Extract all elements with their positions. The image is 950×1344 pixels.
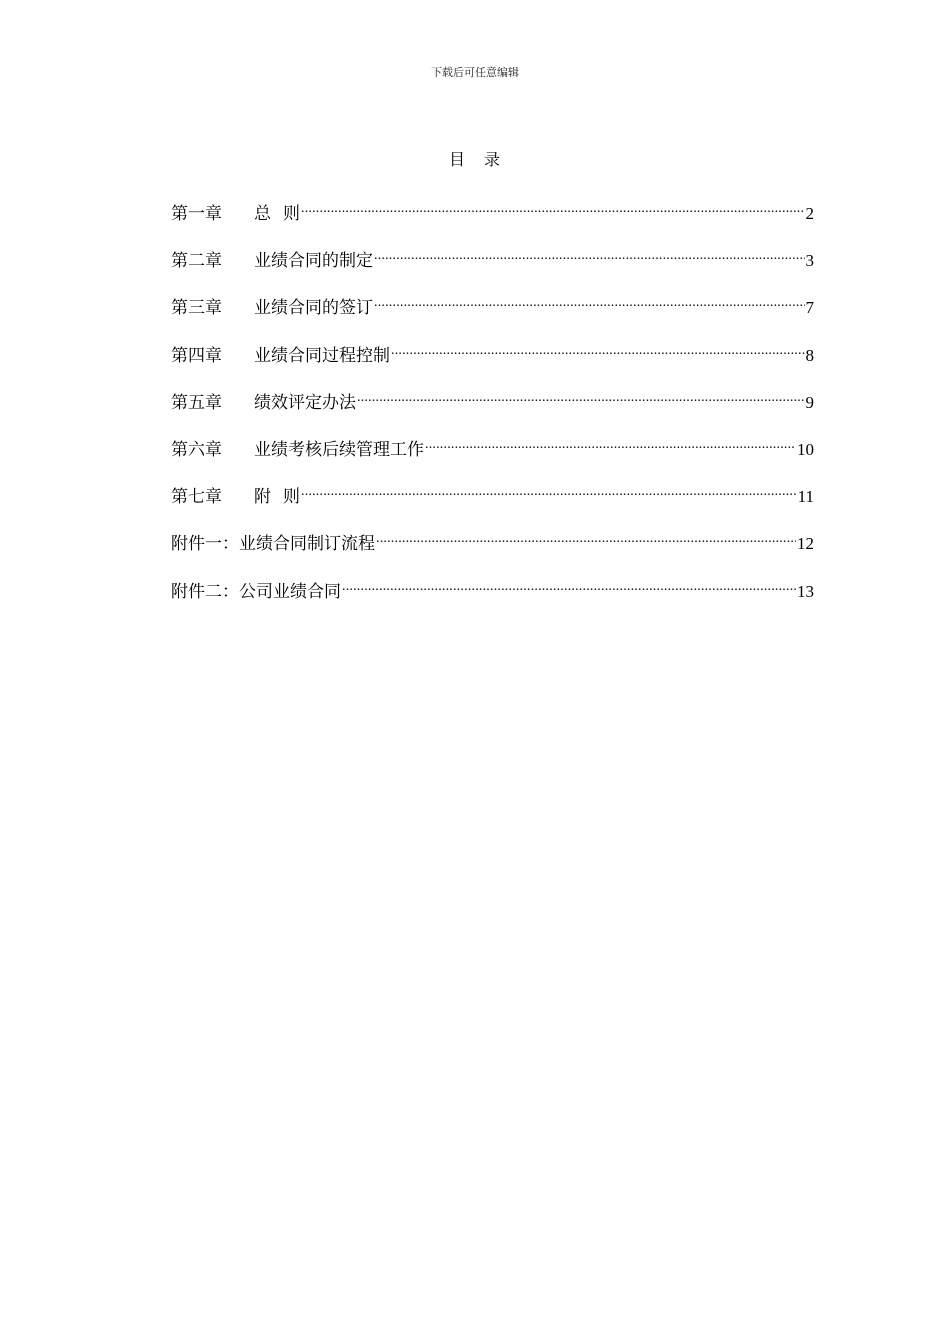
toc-entry-number: 第二章: [171, 251, 222, 272]
dot-leader: [357, 384, 805, 408]
toc-entry-chapter-3[interactable]: [171, 289, 814, 336]
toc-entry-page: 13: [797, 581, 814, 601]
toc-entry-number: 第四章: [171, 345, 222, 366]
toc-entry-title: 业绩考核后续管理工作: [254, 439, 424, 460]
toc-title-char-1: 目: [448, 150, 466, 169]
toc-entry-title: 业绩合同制订流程: [239, 534, 375, 555]
toc-entry-number: 附件二：: [171, 581, 239, 602]
toc-entry-number: 第七章: [171, 487, 222, 508]
dot-leader: [301, 478, 797, 502]
toc-entry-title-part: 附: [254, 487, 271, 508]
toc-entry-page: 8: [805, 345, 814, 365]
toc-entry-page: 7: [805, 298, 814, 318]
toc-entry-chapter-1[interactable]: [171, 195, 814, 242]
toc-entry-page: 9: [805, 392, 814, 412]
toc-entry-number: 第五章: [171, 392, 222, 413]
toc-entry-page: 12: [797, 534, 814, 554]
toc-entry-chapter-5[interactable]: [171, 384, 814, 431]
dot-leader: [391, 337, 805, 361]
toc-entry-title-part: 总: [254, 204, 271, 224]
page-header: 下载后可任意编辑: [431, 66, 519, 79]
dot-leader: [425, 431, 796, 455]
toc-entry-number: 附件一：: [171, 534, 239, 555]
dot-leader: [342, 573, 796, 597]
toc-entry-number: 第一章: [171, 204, 222, 224]
toc-entry-title: 公司业绩合同: [239, 581, 341, 602]
toc-entry-title-part: 则: [283, 204, 300, 224]
toc-entry-title: [254, 485, 300, 509]
toc-title-char-2: 录: [484, 150, 502, 169]
toc-entry-title-part: 则: [283, 487, 300, 508]
toc-entry-appendix-1[interactable]: [171, 525, 814, 572]
toc-entry-page: 10: [797, 439, 814, 459]
toc-entry-chapter-2[interactable]: [171, 242, 814, 289]
toc-entry-page: 11: [797, 487, 814, 507]
toc-entry-page: 2: [805, 204, 814, 223]
toc-entry-page: 3: [805, 251, 814, 271]
toc-entry-title: 业绩合同的制定: [254, 251, 373, 272]
dot-leader: [374, 242, 805, 266]
toc-entry-chapter-6[interactable]: [171, 431, 814, 478]
toc-entry-title: 业绩合同过程控制: [254, 345, 390, 366]
toc-entry-number: 第六章: [171, 439, 222, 460]
toc-entry-appendix-2[interactable]: [171, 573, 814, 620]
toc-entry-title: [254, 202, 300, 226]
toc-entry-title: 绩效评定办法: [254, 392, 356, 413]
dot-leader: [374, 289, 805, 313]
toc-entry-number: 第三章: [171, 298, 222, 319]
toc-entry-chapter-7[interactable]: [171, 478, 814, 525]
toc-title: [0, 150, 950, 170]
toc-entry-chapter-4[interactable]: [171, 337, 814, 384]
toc-entry-title: 业绩合同的签订: [254, 298, 373, 319]
table-of-contents: [171, 195, 814, 620]
dot-leader: [301, 195, 805, 219]
dot-leader: [376, 525, 796, 549]
